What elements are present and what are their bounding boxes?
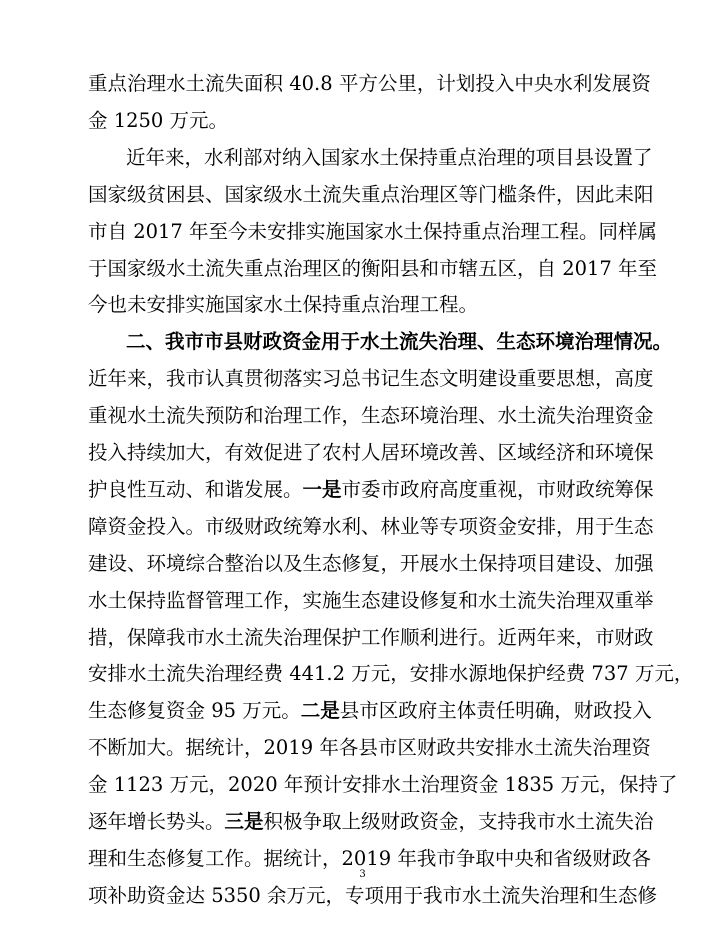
text-segment: 县市区政府主体责任明确，财政投入 (339, 699, 652, 723)
text-line: 水土保持监督管理工作，实施生态建设修复和水土流失治理双重举 (88, 588, 654, 612)
text-line: 重点治理水土流失面积 40.8 平方公里，计划投入中央水利发展资 (88, 72, 651, 95)
text-line: 项补助资金达 5350 余万元，专项用于我市水土流失治理和生态修 (88, 883, 658, 907)
text-line: 金 1123 万元，2020 年预计安排水土治理资金 1835 万元，保持了 (88, 773, 678, 797)
emphasis-label: 二是 (300, 699, 340, 723)
text-segment: 生态修复资金 95 万元。 (88, 699, 301, 723)
text-line (88, 804, 654, 841)
text-segment: 护良性互动、和谐发展。 (88, 477, 303, 501)
text-line: 理和生态修复工作。据统计，2019 年我市争取中央和省级财政各 (88, 846, 651, 870)
text-segment: 市委市政府高度重视，市财政统筹保 (341, 477, 654, 501)
text-line: 重视水土流失预防和治理工作，生态环境治理、水土流失治理资金 (88, 404, 654, 428)
text-line: 建设、环境综合整治以及生态修复，开展水土保持项目建设、加强 (88, 551, 654, 575)
text-line: 安排水土流失治理经费 441.2 万元，安排水源地保护经费 737 万元， (88, 662, 694, 686)
emphasis-label: 三是 (224, 810, 264, 833)
text-line: 近年来，水利部对纳入国家水土保持重点治理的项目县设置了 (126, 145, 653, 169)
text-line: 投入持续加大，有效促进了农村人居环境改善、区域经济和环境保 (88, 441, 654, 464)
section-heading: 二、我市市县财政资金用于水土流失治理、生态环境治理情况。 (126, 330, 673, 354)
page-number: 3 (359, 869, 366, 880)
text-line: 近年来，我市认真贯彻落实习总书记生态文明建设重要思想，高度 (88, 367, 654, 391)
text-line: 障资金投入。市级财政统筹水利、林业等专项资金安排，用于生态 (88, 514, 654, 538)
emphasis-label: 一是 (302, 477, 342, 501)
text-segment: 积极争取上级财政资金，支持我市水土流失治 (263, 810, 654, 833)
text-line: 措，保障我市水土流失治理保护工作顺利进行。近两年来，市财政 (88, 625, 654, 649)
text-line: 不断加大。据统计，2019 年各县市区财政共安排水土流失治理资 (88, 736, 651, 760)
text-line (88, 693, 652, 730)
text-segment: 逐年增长势头。 (88, 810, 225, 833)
text-line: 金 1250 万元。 (88, 108, 229, 132)
text-line: 今也未安排实施国家水土保持重点治理工程。 (88, 293, 479, 317)
text-line: 市自 2017 年至今未安排实施国家水土保持重点治理工程。同样属 (88, 219, 658, 243)
text-line: 国家级贫困县、国家级水土流失重点治理区等门槛条件，因此耒阳 (88, 182, 654, 206)
text-line: 于国家级水土流失重点治理区的衡阳县和市辖五区，自 2017 年至 (88, 256, 658, 280)
text-line (88, 472, 654, 509)
